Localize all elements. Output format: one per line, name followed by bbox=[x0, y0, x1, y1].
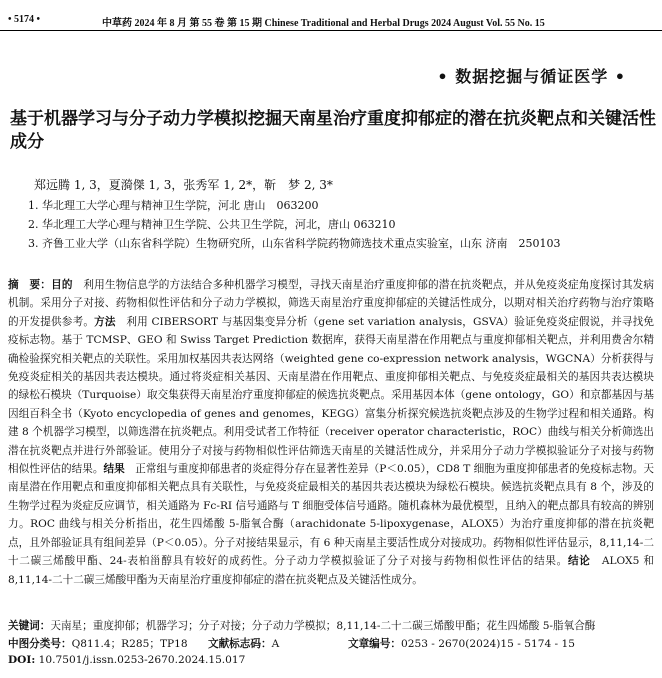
method-label: 方法 bbox=[94, 315, 116, 328]
author-list: 郑远腾 1, 3，夏漪傑 1, 3，张秀军 1, 2*，靳 梦 2, 3* bbox=[34, 178, 333, 192]
affiliation-1: 1. 华北理工大学心理与精神卫生学院，河北 唐山 063200 bbox=[28, 199, 319, 212]
result-label: 结果 bbox=[103, 463, 125, 476]
doi-value: 10.7501/j.issn.0253-2670.2024.15.017 bbox=[38, 654, 246, 666]
article-no-label: 文章编号： bbox=[348, 638, 401, 650]
header-rule bbox=[0, 30, 662, 31]
method-text: 利用 CIBERSORT 与基因集变异分析（gene set variation analysis，GSVA）验证免疫炎症假说，并寻找免疫标志物。基于 TCMSP、GEO 和 Swiss Target Prediction 数据库，获得天南星潜在作用靶点与重度抑郁相关靶点，并利用费舍尔精确检验探究相关靶点的关联性。采用加权基因共表达网络（weighted gene co-expression network analysis，WGCNA）分析获得与免疫炎症相关的基因共表达模块。通过将炎症相关基因、天南星潜在作用靶点、重度抑郁相关靶点、与免疫炎症最相关的基因共表达模块的绿松石模块（Turquoise）取交集获得天南星治疗重度抑郁症的候选抗炎靶点。采用基因本体（gene ontology，GO）和京都基因与基因组百科全书（Kyoto encyclopedia of genes and genomes，KEGG）富集分析探究候选抗炎靶点涉及的生物学过程和相关通路。构建 8 个机器学习模型，以筛选潜在抗炎靶点。利用受试者工作特征（receiver operator characteristic，ROC）曲线与相关分析筛选出潜在抗炎靶点并进行外部验证。使用分子对接与药物相似性评估筛选天南星的关键活性成分，并采用分子动力学模拟验证分子对接与药物相似性评估的结果。 bbox=[8, 315, 655, 476]
affiliation-3: 3. 齐鲁工业大学（山东省科学院）生物研究所，山东省科学院药物筛选技术重点实验室，山东 济南 250103 bbox=[28, 237, 561, 250]
section-heading: • 数据挖掘与循证医学 • bbox=[437, 67, 626, 86]
abstract-label: 摘 要： bbox=[8, 279, 52, 291]
article-title: 基于机器学习与分子动力学模拟挖掘天南星治疗重度抑郁症的潜在抗炎靶点和关键活性成分 bbox=[10, 109, 656, 152]
running-header bbox=[0, 0, 662, 30]
keywords-label: 关键词： bbox=[8, 620, 51, 632]
conclusion-text: ALOX5 和 8,11,14-二十二碳三烯酸甲酯为天南星治疗重度抑郁症的潜在抗炎靶点及关键活性成分。 bbox=[8, 555, 654, 586]
doc-code-value: A bbox=[271, 638, 280, 650]
result-text: 正常组与重度抑郁患者的炎症得分存在显著性差异（P＜0.05），CD8 T 细胞为重度抑郁患者的免疫标志物。天南星潜在作用靶点和重度抑郁相关靶点具有关联性，与免疫炎症最相关的基因共表达模块为绿松石模块。候选抗炎靶点具有 8 个，涉及的生物学过程为炎症反应调节，相关通路为 Fc-RI 信号通路与 T 细胞受体信号通路。随机森林为最优模型，且纳入的靶点都具有较高的辨别力。ROC 曲线与相关分析指出，花生四烯酸 5-脂氧合酶（arachidonate 5-lipoxygenase，ALOX5）为治疗重度抑郁的潜在抗炎靶点，且外部验证具有组间差异（P＜0.05）。分子对接结果显示，有 6 种天南星主要活性成分对接成功。药物相似性评估显示，8,11,14-二十二碳三烯酸甲酯、24-表柏甾醇具有较好的成药性。分子动力学模拟验证了分子对接与药物相似性评估的结果。 bbox=[8, 463, 654, 568]
objective-label: 目的 bbox=[51, 279, 73, 291]
doi-label: DOI: bbox=[8, 654, 36, 666]
conclusion-label: 结论 bbox=[567, 555, 591, 568]
page-number: • 5174 • bbox=[8, 14, 41, 25]
clc-value: Q811.4；R285；TP18 bbox=[71, 638, 188, 650]
doc-code-label: 文献标志码： bbox=[208, 638, 272, 650]
classification-row bbox=[8, 635, 654, 653]
keywords-text: 天南星；重度抑郁；机器学习；分子对接；分子动力学模拟；8,11,14-二十二碳三烯酸甲酯；花生四烯酸 5-脂氧合酶 bbox=[50, 620, 596, 632]
clc-label: 中图分类号： bbox=[8, 638, 72, 650]
objective-text: 利用生物信息学的方法结合多种机器学习模型，寻找天南星治疗重度抑郁的潜在抗炎靶点，并从免疫炎症角度探讨其发病机制。采用分子对接、药物相似性评估和分子动力学模拟，筛选天南星治疗重度抑郁症的关键活性成分，以期对相关治疗药物与治疗策略的开发提供参考。 bbox=[8, 279, 655, 328]
affiliation-2: 2. 华北理工大学心理与精神卫生学院、公共卫生学院，河北，唐山 063210 bbox=[28, 218, 396, 231]
keywords bbox=[8, 617, 654, 635]
journal-line: 中草药 2024 年 8 月 第 55 卷 第 15 期 Chinese Traditional and Herbal Drugs 2024 August Vol. 55 No. 15 bbox=[102, 18, 545, 29]
article-no-value: 0253 - 2670(2024)15 - 5174 - 15 bbox=[400, 638, 575, 650]
doi-line bbox=[8, 654, 245, 666]
abstract bbox=[8, 276, 654, 589]
affiliations bbox=[28, 196, 560, 253]
